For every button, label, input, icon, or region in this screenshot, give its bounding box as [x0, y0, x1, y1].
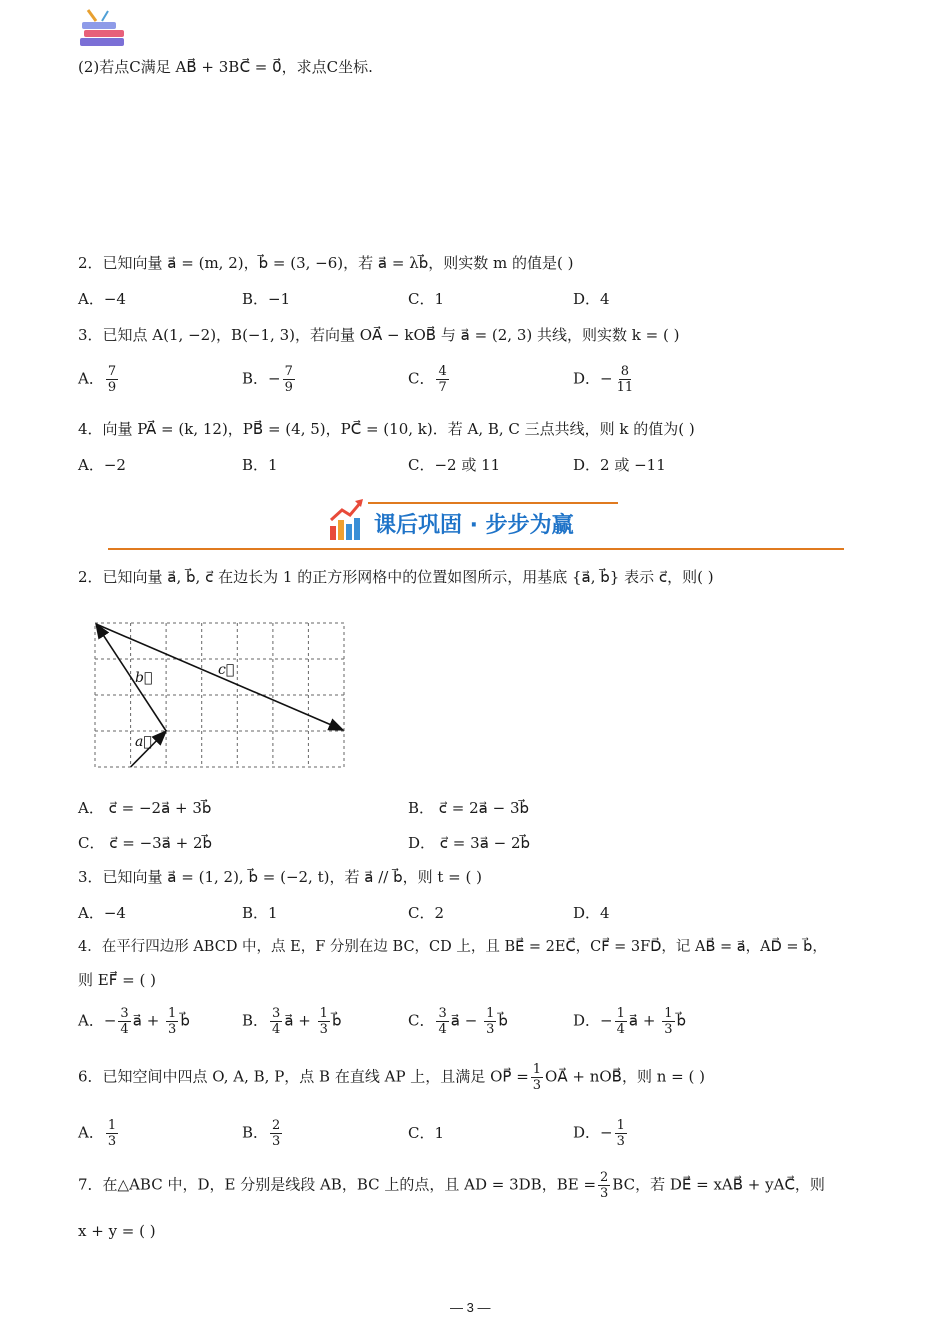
label-b: b⃗ — [135, 670, 153, 686]
grid-svg — [90, 616, 352, 776]
q3a-option-c[interactable] — [408, 364, 451, 395]
q2a-option-b[interactable]: B．−1 — [242, 290, 291, 308]
option-label: D． — [573, 369, 601, 388]
q4b-option-a[interactable]: A．− $\frac{3}{4}$ a⃗ + $\frac{1}{3}$ b⃗ — [78, 1006, 190, 1037]
vector-grid-figure — [90, 616, 352, 776]
q3a-stem: 3．已知点 A(1, −2)，B(−1, 3)，若向量 OA⃗ − kOB⃗ 与 a⃗ = (2, 3) 共线，则实数 k = ( ) — [78, 326, 680, 344]
q3b-option-d[interactable]: D．4 — [573, 904, 610, 922]
option-sign: − — [268, 369, 281, 388]
q4a-option-a[interactable]: A．−2 — [78, 456, 126, 474]
bar-chart-rising-icon — [328, 498, 364, 542]
q4b-option-d[interactable]: D．− $\frac{1}{4}$ a⃗ + $\frac{1}{3}$ b⃗ — [573, 1006, 687, 1037]
q4b-option-b[interactable]: B． $\frac{3}{4}$ a⃗ + $\frac{1}{3}$ b⃗ — [242, 1006, 342, 1037]
label-a: a⃗ — [135, 734, 152, 750]
q2a-option-c[interactable]: C．1 — [408, 290, 445, 308]
option-fraction: $\frac{7}{9}$ — [284, 364, 293, 395]
q3b-option-b[interactable]: B．1 — [242, 904, 278, 922]
banner-top-rule — [368, 502, 618, 504]
banner-title: 课后巩固 · 步步为赢 — [374, 513, 574, 538]
option-fraction: $\frac{7}{9}$ — [107, 364, 117, 395]
option-fraction: $\frac{4}{7}$ — [438, 364, 447, 395]
option-label: A． — [78, 369, 104, 388]
q4a-option-c[interactable]: C．−2 或 11 — [408, 456, 501, 474]
q4a-option-d[interactable]: D．2 或 −11 — [573, 456, 666, 474]
option-sign: − — [600, 369, 613, 388]
prev-question-part2: (2)若点C满足 AB⃗ + 3BC⃗ = 0⃗，求点C坐标. — [78, 58, 373, 76]
q4b-stem-line2: 则 EF⃗ = ( ) — [78, 971, 156, 989]
q2b-option-c[interactable]: C． c⃗ = −3a⃗ + 2b⃗ — [78, 834, 213, 852]
q6-option-b[interactable]: B． $\frac{2}{3}$ — [242, 1118, 281, 1149]
q3a-option-d[interactable] — [573, 364, 637, 395]
q4a-option-b[interactable]: B．1 — [242, 456, 278, 474]
q6-stem: 6．已知空间中四点 O, A, B, P，点 B 在直线 AP 上，且满足 OP⃗ = $\frac{1}{3}$ OA⃗ + nOB⃗，则 n = ( ) — [78, 1062, 705, 1093]
q2b-option-b[interactable]: B． c⃗ = 2a⃗ − 3b⃗ — [408, 799, 530, 817]
q3a-option-a[interactable] — [78, 364, 120, 395]
page-number: — 3 — — [450, 1300, 491, 1315]
banner-bottom-rule — [108, 548, 844, 550]
q3b-option-c[interactable]: C．2 — [408, 904, 445, 922]
q4b-option-c[interactable]: C． $\frac{3}{4}$ a⃗ − $\frac{1}{3}$ b⃗ — [408, 1006, 508, 1037]
q7-stem: 7．在△ABC 中，D，E 分别是线段 AB，BC 上的点，且 AD = 3DB，BE = $\frac{2}{3}$ BC，若 DE⃗ = xAB⃗ + yAC⃗，则 — [78, 1170, 825, 1201]
q3b-option-a[interactable]: A．−4 — [78, 904, 126, 922]
option-label: B． — [242, 369, 269, 388]
books-logo-icon — [78, 8, 128, 50]
q3a-option-b[interactable] — [242, 364, 297, 395]
label-c: c⃗ — [218, 662, 235, 678]
q2a-stem: 2．已知向量 a⃗ = (m, 2)，b⃗ = (3, −6)，若 a⃗ = λb⃗，则实数 m 的值是( ) — [78, 254, 574, 272]
q2b-option-d[interactable]: D． c⃗ = 3a⃗ − 2b⃗ — [408, 834, 531, 852]
q2b-option-a[interactable]: A． c⃗ = −2a⃗ + 3b⃗ — [78, 799, 212, 817]
q6-option-a[interactable]: A． $\frac{1}{3}$ — [78, 1118, 117, 1149]
section-banner — [108, 494, 844, 552]
q2a-option-d[interactable]: D．4 — [573, 290, 610, 308]
q4b-stem-line1: 4．在平行四边形 ABCD 中，点 E，F 分别在边 BC，CD 上，且 BE⃗ = 2EC⃗，CF⃗ = 3FD⃗，记 AB⃗ = a⃗，AD⃗ = b⃗， — [78, 939, 827, 955]
option-fraction: $\frac{8}{11}$ — [616, 364, 634, 395]
q7-stem-line2: x + y = ( ) — [78, 1222, 156, 1240]
q6-option-c[interactable]: C．1 — [408, 1124, 445, 1142]
q4a-stem: 4．向量 PA⃗ = (k, 12)，PB⃗ = (4, 5)，PC⃗ = (10, k)．若 A, B, C 三点共线，则 k 的值为( ) — [78, 420, 695, 438]
option-label: C． — [408, 369, 435, 388]
q3b-stem: 3．已知向量 a⃗ = (1, 2), b⃗ = (−2, t)，若 a⃗ // b⃗，则 t = ( ) — [78, 868, 482, 886]
q2b-stem: 2．已知向量 a⃗, b⃗, c⃗ 在边长为 1 的正方形网格中的位置如图所示，用基底 {a⃗, b⃗} 表示 c⃗，则( ) — [78, 568, 714, 586]
q2a-option-a[interactable]: A．−4 — [78, 290, 126, 308]
q6-option-d[interactable]: D．− $\frac{1}{3}$ — [573, 1118, 625, 1149]
